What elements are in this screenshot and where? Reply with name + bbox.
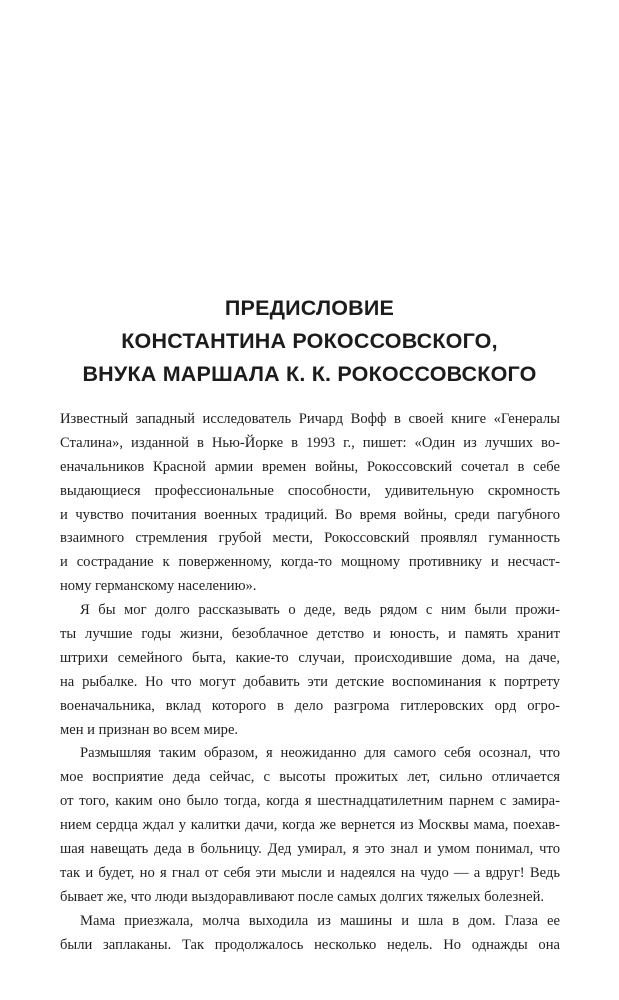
- text-line: еначальников Красной армии времен войны, Рокоссовский сочетал в себе: [60, 458, 560, 475]
- text-line: были заплаканы. Так продолжалось несколько недель. Но однажды она: [60, 936, 560, 953]
- text-line: взаимного стремления грубой мести, Рокоссовский проявлял гуманность: [60, 530, 560, 547]
- text-line: так и будет, но я гнал от себя эти мысли и надеялся на чудо — а вдруг! Ведь: [60, 864, 560, 881]
- text-line: выдающиеся профессиональные способности, удивительную скромность: [60, 482, 560, 499]
- text-line: штрихи семейного быта, какие-то случаи, происходившие дома, на даче,: [60, 649, 560, 666]
- text-line: мое восприятие деда сейчас, с высоты прожитых лет, сильно отличается: [60, 769, 560, 786]
- heading-line: ПРЕДИСЛОВИЕ: [224, 296, 395, 320]
- heading-line: ВНУКА МАРШАЛА К. К. РОКОССОВСКОГО: [82, 362, 537, 386]
- text-line: и чувство почитания военных традиций. Во время войны, среди пагубного: [60, 506, 560, 523]
- text-line: шая навещать деда в больницу. Дед умирал, я это знал и умом понимал, что: [60, 841, 560, 858]
- chapter-heading: [60, 292, 559, 391]
- text-line: Размышляя таким образом, я неожиданно для самого себя осознал, что: [80, 745, 560, 762]
- body-text: [60, 408, 560, 957]
- text-line: и сострадание к поверженному, когда-то мощному противнику и несчаст-: [60, 554, 560, 571]
- text-line: бывает же, что люди выздоравливают после самых долгих тяжелых болезней.: [60, 888, 545, 905]
- text-line: мен и признан во всем мире.: [60, 721, 239, 738]
- text-line: Я бы мог долго рассказывать о деде, ведь рядом с ним были прожи-: [80, 602, 560, 619]
- text-line: нием сердца ждал у калитки дачи, когда же вернется из Москвы мама, поехав-: [60, 817, 560, 834]
- text-line: военачальника, вклад которого в дело разгрома гитлеровских орд огро-: [60, 697, 560, 714]
- text-line: ному германскому населению».: [60, 578, 257, 595]
- text-line: от того, каким оно было тогда, когда я шестнадцатилетним парнем с замира-: [60, 793, 560, 810]
- text-line: Сталина», изданной в Нью-Йорке в 1993 г., пишет: «Один из лучших во-: [60, 434, 560, 451]
- text-line: Известный западный исследователь Ричард Вофф в своей книге «Генералы: [60, 411, 560, 427]
- text-line: на рыбалке. Но что могут добавить эти детские воспоминания к портрету: [60, 673, 560, 690]
- text-line: Мама приезжала, молча выходила из машины и шла в дом. Глаза ее: [80, 912, 560, 929]
- text-line: ты лучшие годы жизни, безоблачное детство и юность, и память хранит: [60, 626, 560, 643]
- heading-line: КОНСТАНТИНА РОКОССОВСКОГО,: [121, 329, 498, 353]
